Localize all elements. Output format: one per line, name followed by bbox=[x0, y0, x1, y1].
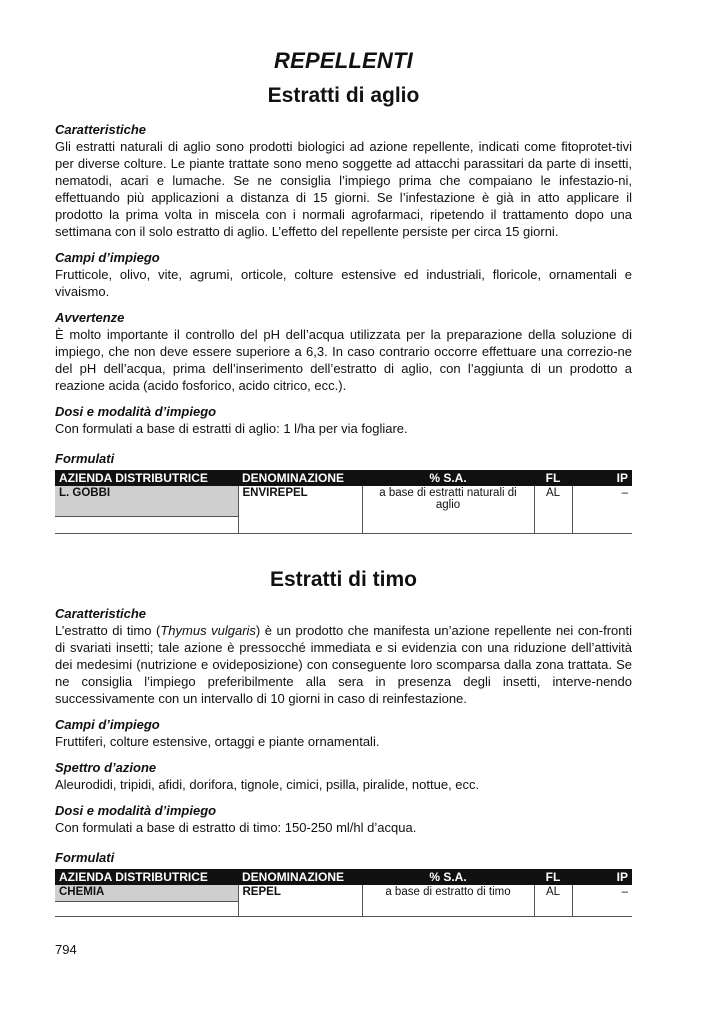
cell-denominazione: REPEL bbox=[238, 885, 362, 902]
header-sa: % S.A. bbox=[362, 470, 534, 486]
dosi-text: Con formulati a base di estratto di timo: 150-250 ml/hl d’acqua. bbox=[55, 820, 417, 835]
cell-ip: – bbox=[572, 885, 632, 902]
table-row bbox=[55, 885, 632, 902]
table-row bbox=[55, 486, 632, 517]
caratteristiche-label: Caratteristiche bbox=[55, 606, 147, 621]
header-azienda: AZIENDA DISTRIBUTRICE bbox=[55, 869, 238, 885]
section-estratti-timo bbox=[55, 568, 632, 917]
table-row-empty bbox=[55, 902, 632, 917]
table-header-row bbox=[55, 869, 632, 885]
campi-label: Campi d’impiego bbox=[55, 250, 160, 265]
main-title: REPELLENTI bbox=[274, 48, 413, 73]
cell-sa: a base di estratto di timo bbox=[362, 885, 534, 902]
spettro-text: Aleurodidi, tripidi, afidi, dorifora, tignole, cimici, psilla, piralide, nottue, ecc. bbox=[55, 777, 480, 792]
campi-text: Frutticole, olivo, vite, agrumi, orticole, colture estensive ed industriali, floricole, ornamentali e vivaismo. bbox=[55, 267, 632, 299]
cell-azienda: CHEMIA bbox=[55, 885, 238, 902]
cell-fl: AL bbox=[534, 885, 572, 902]
header-ip: IP bbox=[572, 869, 632, 885]
section-estratti-aglio bbox=[55, 84, 632, 534]
dosi-text: Con formulati a base di estratti di aglio: 1 l/ha per via fogliare. bbox=[55, 421, 408, 436]
species-name: Thymus vulgaris bbox=[160, 623, 256, 638]
campi-text: Fruttiferi, colture estensive, ortaggi e piante ornamentali. bbox=[55, 734, 380, 749]
campi-label: Campi d’impiego bbox=[55, 717, 160, 732]
header-denominazione: DENOMINAZIONE bbox=[238, 470, 362, 486]
spettro-label: Spettro d’azione bbox=[55, 760, 157, 775]
formulati-label: Formulati bbox=[55, 451, 115, 466]
formulati-table bbox=[55, 869, 632, 917]
cell-sa: a base di estratti naturali di aglio bbox=[362, 486, 534, 517]
section-title: Estratti di aglio bbox=[267, 84, 420, 107]
avvertenze-text: È molto importante il controllo del pH dell’acqua utilizzata per la preparazione della soluzione di impiego, che non deve essere superiore a 6,3. In caso contrario occorre effettuare una correzio-ne del pH dell’acqua, prima dell’inserimento dell’estratto di aglio, con l’aggiunta di un prodotto a reazione acida (acido fosforico, acido citrico, ecc.). bbox=[55, 327, 632, 393]
caratteristiche-text: Gli estratti naturali di aglio sono prodotti biologici ad azione repellente, indicati come fitoprotet-tivi per diverse colture. Le piante trattate sono meno soggette ad attacchi parassitari da parte di insetti, nematodi, acari e lumache. Se ne consiglia l’impiego prima che compaiano le infestazio-ni, effettuando più applicazioni a distanza di 15 giorni. Se l’infestazione è già in atto applicare il prodotto la prima volta in miscela con i normali agrofarmaci, ripetendo il trattamento dopo una settimana con il solo estratto di aglio. L’effetto del repellente persiste per circa 15 giorni. bbox=[55, 139, 632, 239]
cell-ip: – bbox=[572, 486, 632, 517]
caratteristiche-label: Caratteristiche bbox=[55, 122, 147, 137]
header-ip: IP bbox=[572, 470, 632, 486]
header-denominazione: DENOMINAZIONE bbox=[238, 869, 362, 885]
header-fl: FL bbox=[534, 869, 572, 885]
page-content bbox=[55, 48, 632, 917]
page-number: 794 bbox=[55, 942, 77, 957]
dosi-label: Dosi e modalità d’impiego bbox=[55, 803, 217, 818]
section-title: Estratti di timo bbox=[269, 568, 417, 591]
header-fl: FL bbox=[534, 470, 572, 486]
avvertenze-label: Avvertenze bbox=[55, 310, 125, 325]
formulati-label: Formulati bbox=[55, 850, 115, 865]
cell-fl: AL bbox=[534, 486, 572, 517]
formulati-table bbox=[55, 470, 632, 534]
header-sa: % S.A. bbox=[362, 869, 534, 885]
header-azienda: AZIENDA DISTRIBUTRICE bbox=[55, 470, 238, 486]
table-header-row bbox=[55, 470, 632, 486]
caratteristiche-text: L’estratto di timo (Thymus vulgaris) è un prodotto che manifesta un’azione repellente nei con-fronti di svariati insetti; tale azione è pressocché immediata e si evidenzia con una riduzione dell’attività dei medesimi (nutrizione e ovideposizione) con conseguente loro scomparsa dalla zona trattata. Se ne consiglia l’impiego preferibilmente alla sera in presenza degli insetti, interve-nendo successivamente con un intervallo di 10 giorni in caso di reinfestazione. bbox=[55, 623, 633, 706]
table-row-empty bbox=[55, 517, 632, 534]
dosi-label: Dosi e modalità d’impiego bbox=[55, 404, 217, 419]
cell-azienda: L. GOBBI bbox=[55, 486, 238, 517]
cell-denominazione: ENVIREPEL bbox=[238, 486, 362, 517]
